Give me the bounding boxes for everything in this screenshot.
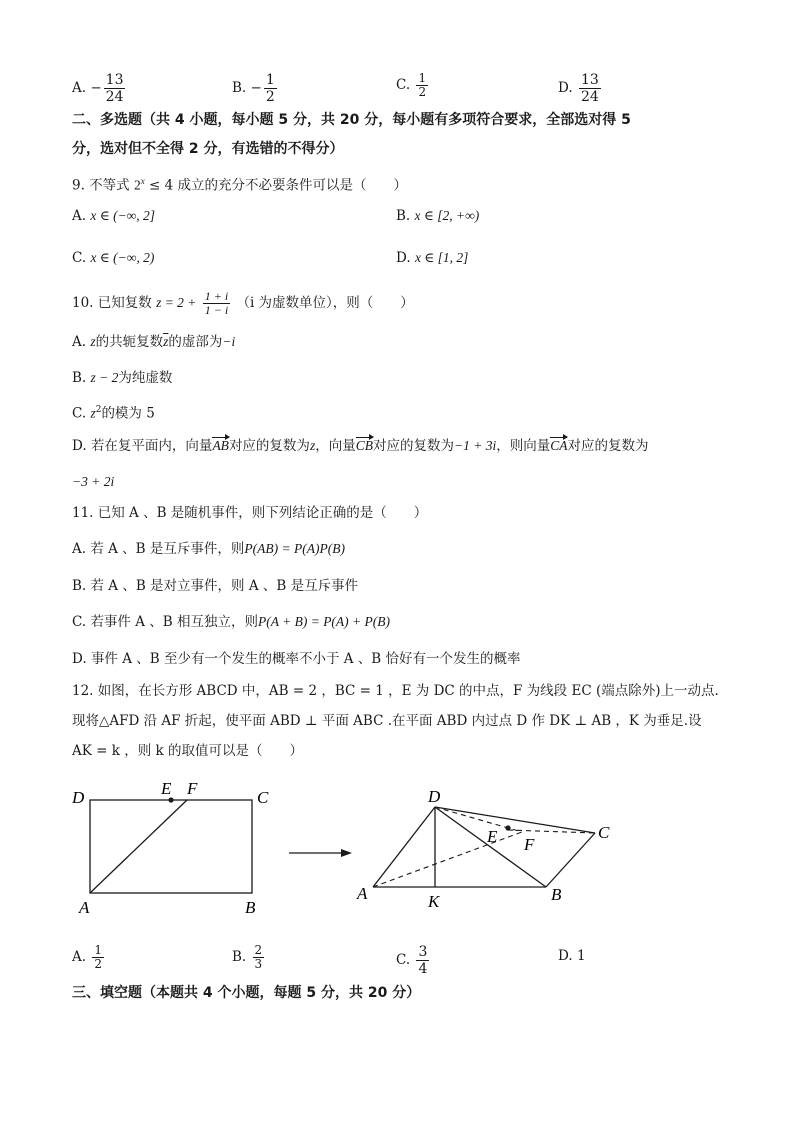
q9-option-c <box>72 248 154 268</box>
option-text: ，则向量 <box>496 438 551 454</box>
option-label: D. <box>558 80 573 96</box>
fraction <box>104 72 126 105</box>
numerator: 1 <box>94 943 102 957</box>
label-c: C <box>257 788 269 807</box>
option-label: D. <box>72 651 87 667</box>
vector-cb: CB <box>356 436 373 456</box>
q12-option-a <box>72 944 106 971</box>
q12-stem-line1: 12. 如图，在长方形 ABCD 中，AB = 2 ，BC = 1 ，E 为 DC 的中点，F 为线段 EC (端点除外)上一动点. <box>72 683 719 699</box>
numerator: 13 <box>105 72 124 88</box>
q10-option-d <box>72 436 648 456</box>
numerator: 13 <box>580 72 599 88</box>
segment-af-dashed <box>373 832 522 887</box>
option-label: C. <box>72 250 87 266</box>
q10-suffix: （i 为虚数单位），则（ ） <box>236 295 414 311</box>
label-f: F <box>187 779 198 798</box>
numerator: 3 <box>418 944 428 960</box>
section2-heading-line1: 二、多选题（共 4 小题，每小题 5 分，共 20 分，每小题有多项符合要求，全部选对得 5 <box>72 112 631 128</box>
segment-af <box>90 800 187 893</box>
q9-option-d <box>396 248 468 268</box>
q9-stem <box>72 171 407 196</box>
denominator: 24 <box>580 89 599 105</box>
option-label: D. <box>396 250 411 266</box>
option-expr: P(A + B) = P(A) + P(B) <box>257 614 391 629</box>
option-value: 1 <box>576 948 586 964</box>
q12-option-d <box>558 946 586 966</box>
denominator: 2 <box>265 89 275 105</box>
q8-option-d <box>558 72 603 105</box>
label-e: E <box>487 827 498 846</box>
option-text: 若 A 、B 是对立事件，则 A 、B 是互斥事件 <box>90 578 359 594</box>
label-a: A <box>79 898 90 917</box>
q8-option-a <box>72 72 127 105</box>
arrow-icon <box>289 849 352 857</box>
q10-prefix: 10. 已知复数 <box>72 295 152 311</box>
denominator: 2 <box>94 957 102 971</box>
numerator: 2 <box>254 943 263 957</box>
fraction <box>92 944 104 971</box>
option-value: −1 + 3i <box>453 438 497 453</box>
option-label: B. <box>72 370 87 386</box>
vector-ca: CA <box>550 436 567 456</box>
exponent: 2 <box>95 405 102 415</box>
q9-prefix: 9. 不等式 <box>72 177 130 194</box>
option-text: 若在复平面内，向量 <box>90 438 213 454</box>
q10-option-d-result: −3 + 2i <box>72 474 115 489</box>
option-label: A. <box>72 949 87 965</box>
q12-stem-line3: AK = k ，则 k 的取值可以是（ ） <box>72 743 303 759</box>
section2-heading-line2: 分，选对但不全得 2 分，有选错的不得分） <box>72 141 344 157</box>
label-b: B <box>245 898 256 917</box>
option-text: 对应的复数为 <box>228 438 310 454</box>
q11-option-c <box>72 612 390 632</box>
fraction <box>416 72 428 99</box>
q10-option-c <box>72 400 155 424</box>
option-text: 若 A 、B 是互斥事件，则 <box>90 541 245 557</box>
q11-option-a <box>72 539 345 559</box>
fraction <box>579 72 601 105</box>
option-label: C. <box>72 614 87 630</box>
q10-z-eq: z = 2 + <box>156 295 197 310</box>
z-symbol: z <box>309 438 316 453</box>
q11-option-d <box>72 649 521 669</box>
option-expr: x ∈ (−∞, 2] <box>90 208 156 223</box>
option-label: A. <box>72 208 87 224</box>
minus-sign: − <box>250 80 262 96</box>
denominator: 4 <box>418 961 428 977</box>
q9-ineq-base: 2 <box>133 177 141 193</box>
label-c: C <box>598 823 610 842</box>
arrow-head <box>341 849 352 857</box>
q9-option-a <box>72 206 155 226</box>
option-label: B. <box>396 208 411 224</box>
q10-option-b <box>72 368 172 388</box>
option-label: C. <box>72 405 87 422</box>
option-label: D. <box>558 948 573 964</box>
fraction <box>264 72 277 105</box>
figure-rectangle <box>71 779 269 917</box>
q9-ineq-exp: x <box>140 176 145 186</box>
label-d: D <box>428 787 441 806</box>
denominator: 24 <box>105 89 124 105</box>
option-text: 若事件 A 、B 相互独立，则 <box>90 614 258 630</box>
denominator: 1 − i <box>204 303 229 317</box>
option-text: ，向量 <box>315 438 356 454</box>
q9-option-b <box>396 206 479 226</box>
minus-sign: − <box>90 80 102 96</box>
option-expr: z − 2 <box>90 370 119 385</box>
z-symbol: z <box>90 405 96 421</box>
option-label: B. <box>232 80 247 96</box>
denominator: 3 <box>254 957 263 971</box>
option-expr: x ∈ (−∞, 2) <box>90 250 155 265</box>
option-label: A. <box>72 541 87 557</box>
option-label: D. <box>72 438 87 454</box>
label-k: K <box>428 892 440 911</box>
fraction <box>253 944 265 971</box>
segment-bc <box>546 833 595 887</box>
q12-option-b <box>232 944 266 971</box>
option-expr: P(AB) = P(A)P(B) <box>244 541 345 556</box>
option-text: 对应的复数为 <box>567 438 649 454</box>
option-label: A. <box>72 80 87 96</box>
q9-ineq-rest: ≤ 4 <box>144 177 174 194</box>
option-text: 的虚部为 <box>168 334 223 350</box>
option-text: 事件 A 、B 至少有一个发生的概率不小于 A 、B 恰好有一个发生的概率 <box>90 651 521 667</box>
fraction <box>416 944 429 977</box>
q10-stem <box>72 290 414 317</box>
option-text: 为纯虚数 <box>118 370 173 386</box>
option-label: C. <box>396 952 411 968</box>
label-b: B <box>551 885 562 904</box>
label-f: F <box>524 835 535 854</box>
q8-option-b <box>232 72 279 105</box>
numerator: 1 <box>265 72 275 88</box>
option-text: 的模为 5 <box>101 405 155 422</box>
label-a: A <box>357 884 368 903</box>
option-text: 对应的复数为 <box>372 438 454 454</box>
point-e <box>168 797 173 802</box>
q10-option-a <box>72 332 235 352</box>
q9-suffix: 成立的充分不必要条件可以是（ ） <box>177 177 407 194</box>
section3-heading: 三、填空题（本题共 4 个小题，每题 5 分，共 20 分） <box>72 985 421 1001</box>
option-label: A. <box>72 334 87 350</box>
numerator: 1 <box>418 71 427 85</box>
label-d: D <box>72 788 85 807</box>
q8-option-c <box>396 72 430 99</box>
vector-ab: AB <box>212 436 229 456</box>
option-label: B. <box>72 578 87 594</box>
point-e <box>505 825 510 830</box>
option-expr: x ∈ [2, +∞) <box>414 208 480 223</box>
denominator: 2 <box>418 85 427 99</box>
z-conjugate: $\overline{z}$ <box>163 334 169 349</box>
z-symbol: z <box>90 334 96 349</box>
option-label: B. <box>232 949 247 965</box>
option-text: 的共轭复数 <box>95 334 164 350</box>
rectangle-abcd <box>90 800 252 893</box>
q12-stem-line2: 现将△AFD 沿 AF 折起，使平面 ABD ⊥ 平面 ABC .在平面 ABD 内过点 D 作 DK ⊥ AB ，K 为垂足.设 <box>72 713 702 729</box>
label-e: E <box>161 779 172 798</box>
q10-fraction <box>203 290 230 317</box>
segment-dc <box>435 807 595 833</box>
q12-option-c <box>396 944 431 977</box>
segment-da <box>373 807 435 887</box>
figure-folded <box>356 787 610 911</box>
option-value: −i <box>222 334 236 349</box>
option-label: C. <box>396 77 411 93</box>
numerator: 1 + i <box>204 289 229 303</box>
q12-figures <box>0 770 794 920</box>
option-expr: x ∈ [1, 2] <box>414 250 469 265</box>
q11-option-b <box>72 576 358 596</box>
q11-stem: 11. 已知 A 、B 是随机事件，则下列结论正确的是（ ） <box>72 505 428 521</box>
